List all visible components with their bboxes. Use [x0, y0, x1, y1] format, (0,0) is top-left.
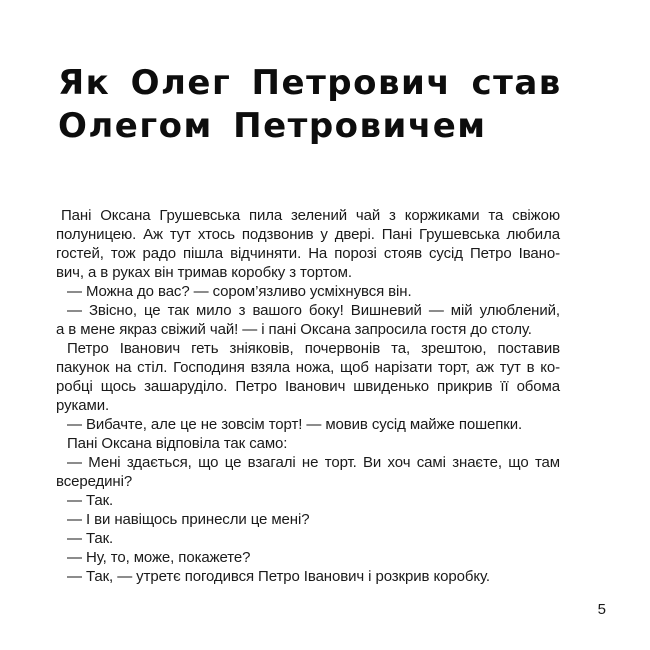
chapter-title — [58, 62, 562, 148]
text-line: — Так. — [67, 492, 114, 509]
text-line: — І ви навіщось принесли це мені? — [67, 511, 310, 528]
chapter-title-line-1: Як Олег Петрович став — [58, 63, 562, 103]
narrative-paragraph — [56, 206, 560, 282]
text-line: — Звісно, це так мило з вашого боку! Вишневий — мій улюблений, — [67, 302, 560, 319]
dialogue-paragraph — [56, 453, 560, 491]
text-line: робці щось зашаруділо. Петро Іванович швиденько прикрив її обома — [56, 378, 560, 395]
text-line: вич, а в руках він тримав коробку з тортом. — [56, 264, 352, 281]
text-line: — Можна до вас? — сором’язливо усміхнувся він. — [67, 283, 412, 300]
page-number: 5 — [597, 601, 606, 618]
text-line: Пані Оксана відповіла так само: — [67, 435, 288, 452]
dialogue-paragraph — [56, 567, 560, 586]
text-line: Пані Оксана Грушевська пила зелений чай з коржиками та свіжою — [61, 207, 560, 224]
narrative-paragraph — [56, 339, 560, 415]
chapter-title-line-2: Олегом Петровичем — [58, 106, 487, 146]
dialogue-paragraph — [56, 415, 560, 434]
dialogue-paragraph — [56, 282, 560, 301]
dialogue-paragraph — [56, 491, 560, 510]
dialogue-paragraph — [56, 301, 560, 339]
text-line: пакунок на стіл. Господиня взяла ножа, щоб нарізати торт, аж тут в ко- — [56, 359, 560, 376]
text-line: — Вибачте, але це не зовсім торт! — мовив сусід майже пошепки. — [67, 416, 523, 433]
text-line: полуницею. Аж тут хтось подзвонив у двері. Пані Грушевська любила — [56, 226, 560, 243]
text-line: — Ну, то, може, покажете? — [67, 549, 251, 566]
dialogue-paragraph — [56, 548, 560, 567]
text-line: Петро Іванович геть зніяковів, почервонів та, зрештою, поставив — [67, 340, 560, 357]
text-line: — Так, — утретє погодився Петро Іванович і розкрив коробку. — [67, 568, 490, 585]
text-line: гостей, тож радо пішла відчиняти. На порозі стояв сусід Петро Івано- — [56, 245, 560, 262]
dialogue-paragraph — [56, 510, 560, 529]
text-line: а в мене якраз свіжий чай! — і пані Оксана запросила гостя до столу. — [56, 321, 532, 338]
text-line: — Так. — [67, 530, 114, 547]
text-line: — Мені здається, що це взагалі не торт. Ви хоч самі знаєте, що там — [67, 454, 560, 471]
text-line: всередині? — [56, 473, 133, 490]
text-line: руками. — [56, 397, 110, 414]
narrative-paragraph — [56, 434, 560, 453]
story-text — [56, 206, 560, 586]
dialogue-paragraph — [56, 529, 560, 548]
